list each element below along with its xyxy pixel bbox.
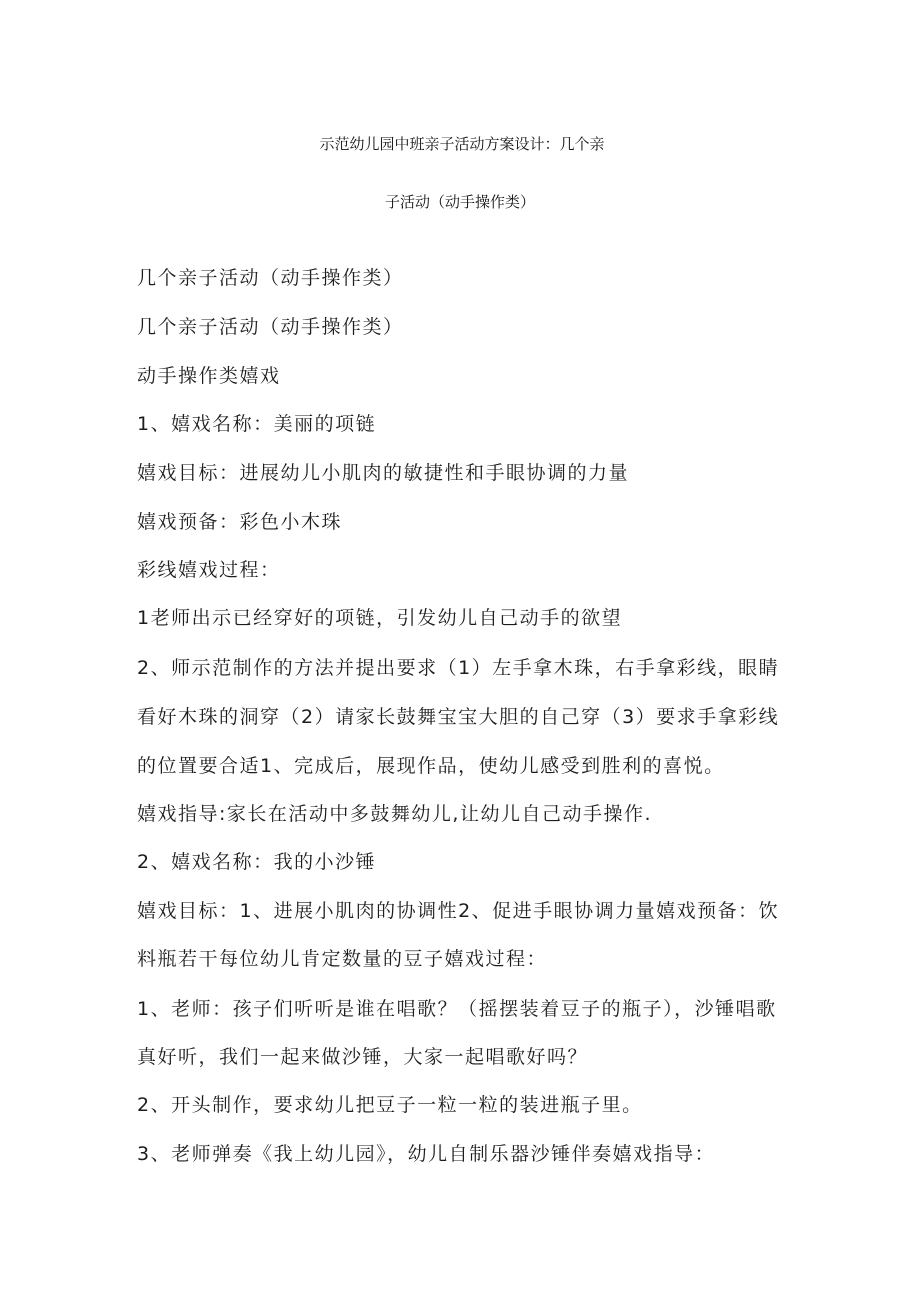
paragraph-line: 2、开头制作，要求幼儿把豆子一粒一粒的装进瓶子里。: [137, 1094, 643, 1116]
paragraph-line: 几个亲子活动（动手操作类）: [137, 316, 404, 338]
paragraph-line: 嬉戏指导:家长在活动中多鼓舞幼儿,让幼儿自己动手操作.: [137, 803, 652, 825]
document-title-line-2: 子活动（动手操作类）: [384, 193, 535, 211]
paragraph-line: 嬉戏目标：1、进展小肌肉的协调性2、促进手眼协调力量嬉戏预备：饮: [137, 900, 780, 922]
paragraph-line: 1老师出示已经穿好的项链，引发幼儿自己动手的欲望: [137, 607, 623, 629]
paragraph-line: 2、嬉戏名称：我的小沙锤: [137, 851, 377, 873]
paragraph-line: 动手操作类嬉戏: [137, 365, 281, 387]
document-title-line-1: 示范幼儿园中班亲子活动方案设计：几个亲: [319, 135, 605, 153]
paragraph-line: 1、嬉戏名称：美丽的项链: [137, 413, 377, 435]
paragraph-line: 嬉戏预备：彩色小木珠: [137, 511, 343, 533]
paragraph-line: 看好木珠的洞穿（2）请家长鼓舞宝宝大胆的自己穿（3）要求手拿彩线: [137, 706, 780, 728]
paragraph-line: 几个亲子活动（动手操作类）: [137, 267, 404, 289]
paragraph-line: 料瓶若干每位幼儿肯定数量的豆子嬉戏过程：: [137, 948, 548, 970]
paragraph-line: 1、老师：孩子们听听是谁在唱歌？（摇摆装着豆子的瓶子），沙锤唱歌: [137, 998, 777, 1020]
paragraph-line: 嬉戏目标：进展幼儿小肌肉的敏捷性和手眼协调的力量: [137, 462, 630, 484]
paragraph-line: 彩线嬉戏过程：: [137, 559, 281, 581]
paragraph-line: 3、老师弹奏《我上幼儿园》，幼儿自制乐器沙锤伴奏嬉戏指导：: [137, 1143, 716, 1165]
paragraph-line: 的位置要合适1、完成后，展现作品，使幼儿感受到胜利的喜悦。: [137, 755, 725, 777]
paragraph-line: 2、师示范制作的方法并提出要求（1）左手拿木珠，右手拿彩线，眼睛: [137, 657, 780, 679]
paragraph-line: 真好听，我们一起来做沙锤，大家一起唱歌好吗？: [137, 1046, 589, 1068]
